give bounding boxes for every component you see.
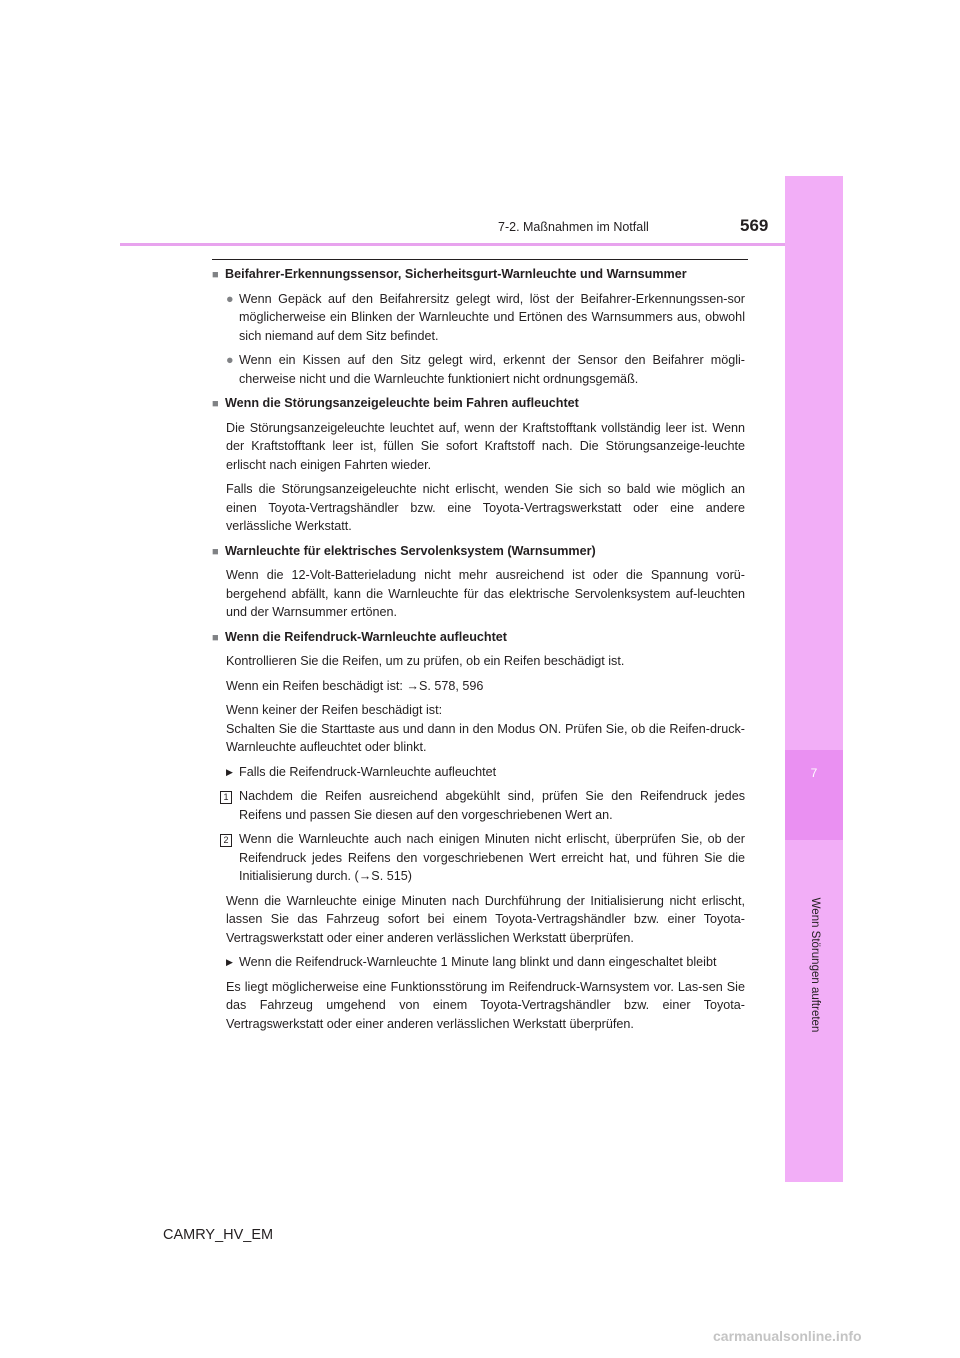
dot-bullet-icon: ●	[226, 291, 234, 306]
paragraph: Wenn keiner der Reifen beschädigt ist: Schalten Sie die Starttaste aus und dann in den Modus ON. Prüfen Sie, ob die Reifen-druck-Warnleuchte aufleuchtet oder blinkt.	[226, 703, 745, 754]
paragraph: Wenn die 12-Volt-Batterieladung nicht mehr ausreichend ist oder die Spannung vorü-bergehend abfällt, kann die Warnleuchte für das elektrische Servolenksystem auf-leuchten und der Warnsummer ertönen.	[226, 568, 745, 619]
dot-bullet-icon: ●	[226, 353, 234, 367]
section-heading: ■ Wenn die Störungsanzeigeleuchte beim Fahren aufleuchtet	[212, 394, 745, 414]
arrow-ref-icon: →	[406, 678, 419, 693]
header-rule	[120, 243, 785, 246]
step-item: 2 Wenn die Warnleuchte auch nach einigen Minuten nicht erlischt, überprüfen Sie, ob der Reifendruck jedes Reifens den vorgeschriebenen Wert erreicht hat, und führen Sie die Initialisierung durch. (→S. 515)	[212, 830, 745, 886]
watermark: carmanualsonline.info	[713, 1328, 862, 1344]
step-number-badge: 2	[220, 834, 232, 847]
square-bullet-icon: ■	[212, 545, 219, 558]
paragraph: Die Störungsanzeigeleuchte leuchtet auf, wenn der Kraftstofftank vollständig leer ist. Wenn der Kraftstofftank leer ist, füllen Sie sofort Kraftstoff nach. Die Störungsanzeige-leuchte erlischt nach einigen Fahrten wieder.	[226, 420, 745, 472]
chapter-title: Wenn Störungen auftreten	[809, 897, 821, 1033]
document-code: CAMRY_HV_EM	[163, 1227, 274, 1243]
paragraph: Falls die Störungsanzeigeleuchte nicht erlischt, wenden Sie sich so bald wie möglich an einen Toyota-Vertragshändler bzw. eine Toyota-Vertragswerkstatt oder eine andere verlässliche Werkstatt.	[226, 482, 745, 533]
section-heading: ■ Warnleuchte für elektrisches Servolenksystem (Warnsummer)	[212, 542, 745, 562]
paragraph: Kontrollieren Sie die Reifen, um zu prüfen, ob ein Reifen beschädigt ist.	[226, 654, 625, 668]
list-item: ● Wenn Gepäck auf den Beifahrersitz gelegt wird, löst der Beifahrer-Erkennungssen-sor möglicherweise ein Blinken der Warnleuchte und Ertönen des Warnsummers aus, obwohl sich niemand auf dem Sitz befindet.	[226, 291, 745, 343]
arrow-ref-icon: →	[358, 869, 372, 883]
paragraph: Wenn ein Reifen beschädigt ist: →S. 578, 596	[226, 678, 484, 693]
section-heading: ■ Wenn die Reifendruck-Warnleuchte aufleuchtet	[212, 628, 745, 648]
triangle-arrow-icon: ▶	[226, 957, 233, 967]
content-top-rule	[212, 259, 748, 260]
square-bullet-icon: ■	[212, 631, 219, 644]
case-heading: ▶ Falls die Reifendruck-Warnleuchte aufleuchtet	[212, 763, 745, 782]
chapter-tab-marker	[785, 750, 843, 840]
step-item: 1 Nachdem die Reifen ausreichend abgekühlt sind, prüfen Sie den Reifendruck jedes Reifens und passen Sie diesen auf den vorgeschriebenen Wert an.	[212, 787, 745, 824]
chapter-number: 7	[810, 766, 818, 780]
page-number: 569	[740, 216, 769, 235]
page-reference[interactable]: S. 578, 596	[418, 678, 484, 693]
case-heading: ▶ Wenn die Reifendruck-Warnleuchte 1 Minute lang blinkt und dann eingeschaltet bleibt	[212, 953, 745, 972]
step-number-badge: 1	[220, 791, 232, 804]
square-bullet-icon: ■	[212, 269, 219, 281]
paragraph: Es liegt möglicherweise eine Funktionsstörung im Reifendruck-Warnsystem vor. Las-sen Sie das Fahrzeug umgehend von einem Toyota-Vertragshändler bzw. einer Toyota-Vertragswerkstatt oder einer anderen verlässlichen Werkstatt überprüfen.	[226, 979, 745, 1031]
page-reference[interactable]: S. 515)	[371, 869, 412, 883]
page-content	[212, 265, 745, 1039]
square-bullet-icon: ■	[212, 398, 219, 410]
paragraph: Wenn die Warnleuchte einige Minuten nach Durchführung der Initialisierung nicht erlischt, lassen Sie das Fahrzeug sofort bei einem Toyota-Vertragshändler bzw. einer Toyota-Vertragswerkstatt oder einer anderen verlässlichen Werkstatt überprüfen.	[226, 893, 745, 945]
list-item: ● Wenn ein Kissen auf den Sitz gelegt wird, erkennt der Sensor den Beifahrer mögli-cherweise nicht und die Warnleuchte funktioniert nicht ordnungsgemäß.	[226, 353, 745, 386]
section-heading: ■ Beifahrer-Erkennungssensor, Sicherheitsgurt-Warnleuchte und Warnsummer	[212, 265, 745, 285]
triangle-arrow-icon: ▶	[226, 766, 233, 777]
header-section-title: 7-2. Maßnahmen im Notfall	[498, 220, 649, 234]
